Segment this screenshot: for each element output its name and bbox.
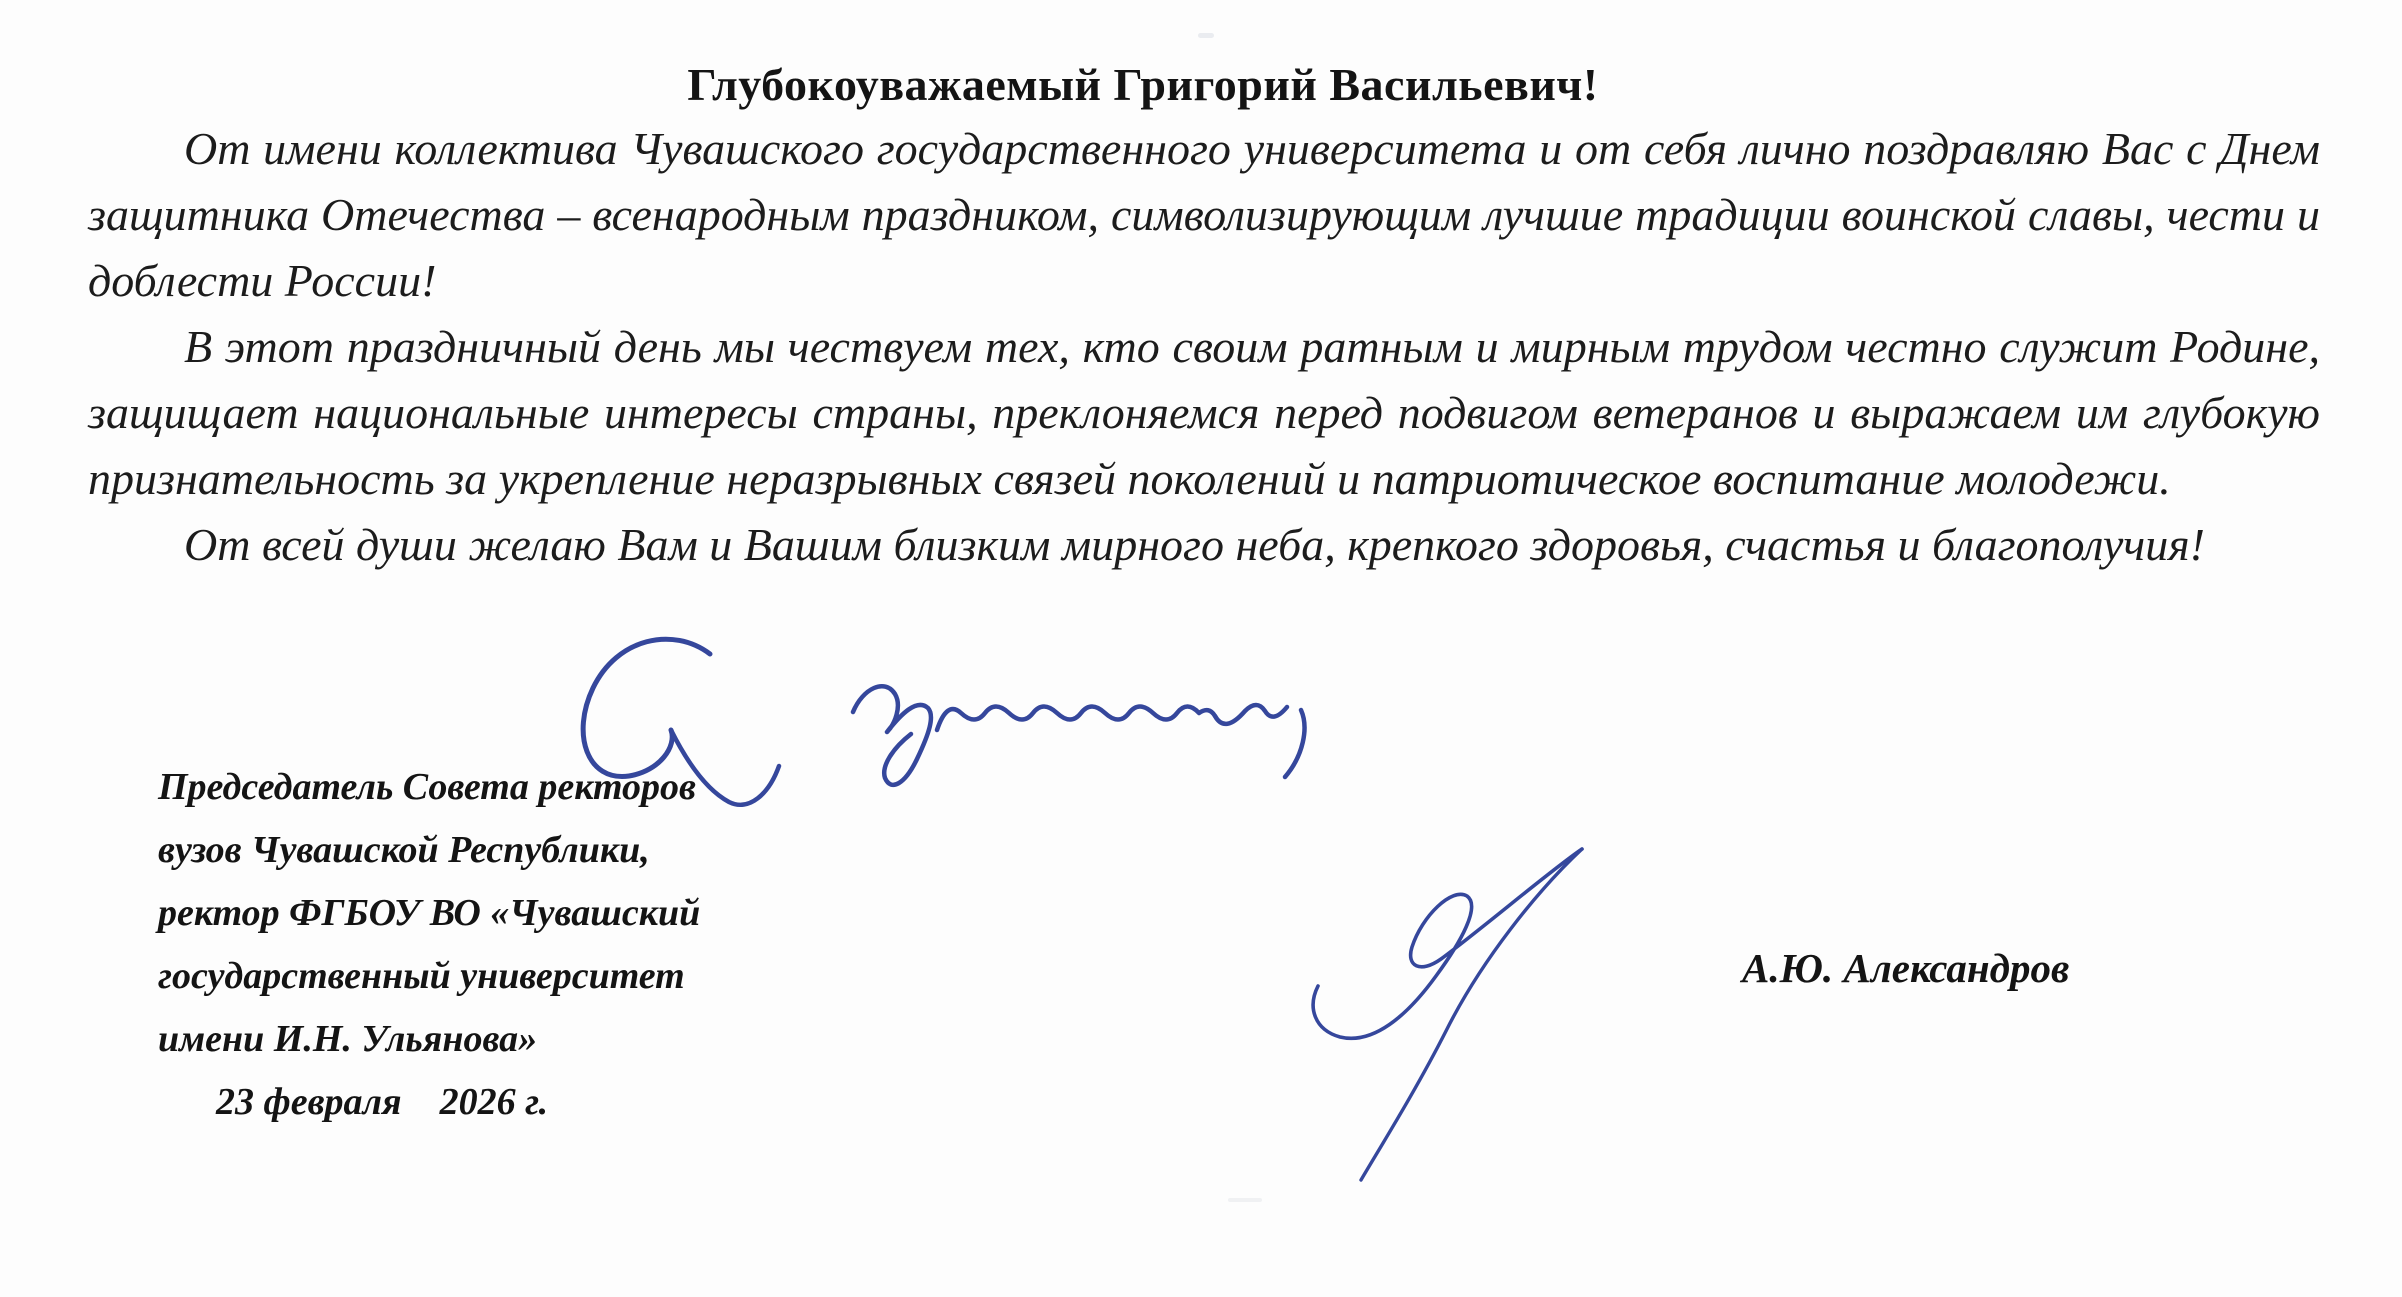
signature-title-line: вузов Чувашской Республики, xyxy=(158,829,650,871)
signature-ink xyxy=(1295,836,1615,1196)
scan-artifact xyxy=(1198,33,1214,38)
letter-paragraph: От всей души желаю Вам и Вашим близким мирного неба, крепкого здоровья, счастья и благополучия! xyxy=(184,519,2205,570)
letter-paragraph: От имени коллектива Чувашского государственного университета и от себя лично поздравляю Вас с Днем защитника Отечества – всенародным праздником, символизирующим лучшие традиции воинской славы, чести и доблести России! xyxy=(88,123,2320,306)
signature-title-line: ректор ФГБОУ ВО «Чувашский xyxy=(158,892,701,934)
scan-artifact xyxy=(1228,1198,1262,1202)
letter-date: 23 февраля 2026 г. xyxy=(216,1081,549,1123)
signature-title-line: государственный университет xyxy=(158,955,685,997)
signature-title-block xyxy=(158,756,700,1134)
signature-title-line: Председатель Совета ректоров xyxy=(158,766,697,808)
letter-salutation: Глубокоуважаемый Григорий Васильевич! xyxy=(687,59,1599,110)
letter-paragraph: В этот праздничный день мы чествуем тех, кто своим ратным и мирным трудом честно служит Родине, защищает национальные интересы страны, преклоняемся перед подвигом ветеранов и выражаем им глубокую признательность за укрепление неразрывных связей поколений и патриотическое воспитание молодежи. xyxy=(88,321,2320,504)
signer-name: А.Ю. Александров xyxy=(1742,945,2070,991)
signature-title-line: имени И.Н. Ульянова» xyxy=(158,1018,538,1060)
letter-body xyxy=(88,116,2320,578)
